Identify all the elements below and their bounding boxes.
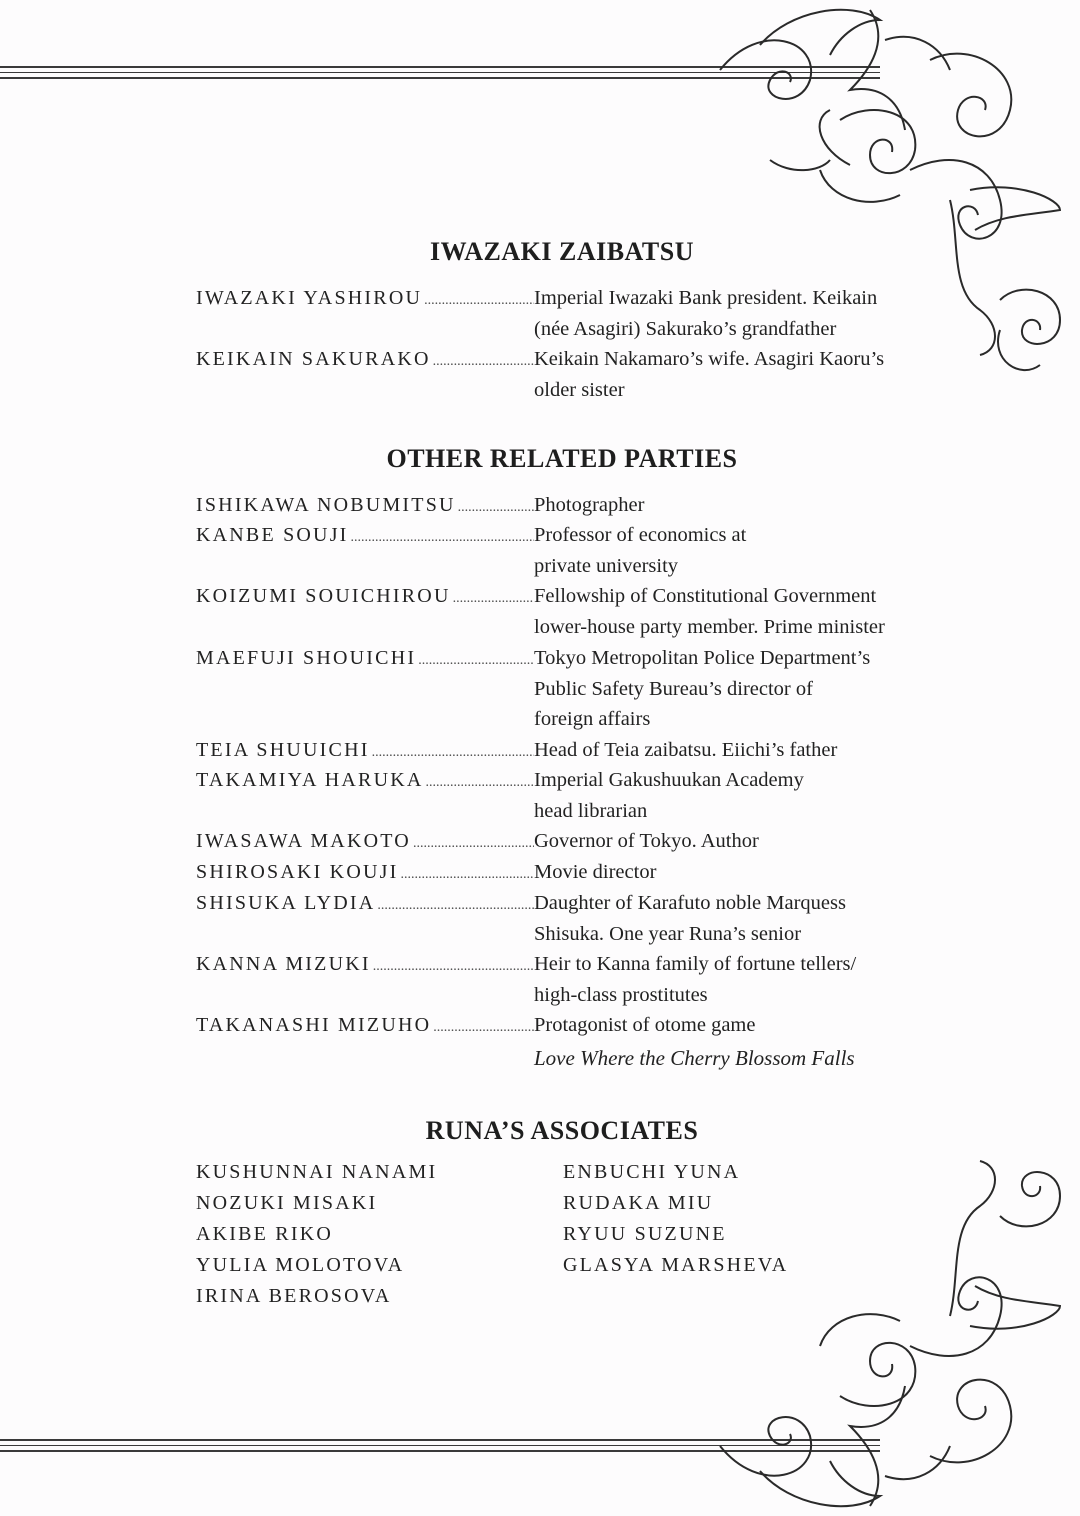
- list-item: [196, 1010, 934, 1041]
- character-name: IWASAWA MAKOTO .....: [196, 830, 534, 853]
- character-description: Protagonist of otome game: [534, 1014, 756, 1036]
- character-name: MAEFUJI SHOUICHI .....: [196, 647, 534, 670]
- list-item: [196, 826, 934, 857]
- section-title-other: OTHER RELATED PARTIES: [386, 444, 738, 473]
- associate-name: RUDAKA MIU: [563, 1192, 714, 1214]
- character-name: TEIA SHUUICHI .....: [196, 739, 534, 762]
- character-description: Fellowship of Constitutional Government lower-house party member. Prime minister: [534, 585, 885, 638]
- associate-name: RYUU SUZUNE: [563, 1223, 727, 1245]
- character-name: TAKAMIYA HARUKA .....: [196, 769, 534, 792]
- list-item: [196, 643, 934, 735]
- character-name: SHIROSAKI KOUJI .....: [196, 861, 534, 884]
- character-description: Photographer: [534, 494, 645, 516]
- section-title-iwazaki: IWAZAKI ZAIBATSU: [430, 237, 694, 266]
- list-item: [196, 735, 934, 766]
- character-name: TAKANASHI MIZUHO .....: [196, 1014, 534, 1037]
- game-title: Love Where the Cherry Blossom Falls: [534, 1046, 855, 1070]
- list-item: [196, 520, 934, 581]
- associate-name: IRINA BEROSOVA: [196, 1285, 392, 1307]
- character-description: Heir to Kanna family of fortune tellers/ high-class prostitutes: [534, 953, 857, 1006]
- associate-name: ENBUCHI YUNA: [563, 1161, 741, 1183]
- character-description: Professor of economics at private university: [534, 524, 747, 577]
- associate-name: YULIA MOLOTOVA: [196, 1254, 405, 1276]
- character-name: KANBE SOUJI .....: [196, 524, 534, 547]
- character-description: Daughter of Karafuto noble Marquess Shisuka. One year Runa’s senior: [534, 892, 846, 945]
- associate-name: KUSHUNNAI NANAMI: [196, 1161, 438, 1183]
- character-description: Movie director: [534, 861, 657, 883]
- character-description: Tokyo Metropolitan Police Department’s Public Safety Bureau’s director of foreign affairs: [534, 647, 871, 731]
- list-item: [196, 949, 934, 1010]
- character-name: KEIKAIN SAKURAKO .....: [196, 348, 534, 371]
- list-item: [196, 857, 934, 888]
- associate-name: NOZUKI MISAKI: [196, 1192, 378, 1214]
- character-name: ISHIKAWA NOBUMITSU .....: [196, 494, 534, 517]
- character-name: SHISUKA LYDIA .....: [196, 892, 534, 915]
- character-name: IWAZAKI YASHIROU .....: [196, 287, 534, 310]
- list-item: [196, 581, 944, 642]
- floral-ornament-bottom: [700, 1150, 1080, 1516]
- list-item: [196, 344, 934, 405]
- associate-name: GLASYA MARSHEVA: [563, 1254, 789, 1276]
- list-item: [196, 765, 934, 826]
- character-description: Keikain Nakamaro’s wife. Asagiri Kaoru’s older sister: [534, 348, 885, 401]
- character-name: KOIZUMI SOUICHIROU .....: [196, 585, 534, 608]
- list-item: [196, 888, 934, 949]
- list-item: [196, 283, 934, 344]
- character-description: Head of Teia zaibatsu. Eiichi’s father: [534, 739, 838, 761]
- list-item: [196, 490, 934, 521]
- associate-name: AKIBE RIKO: [196, 1223, 333, 1245]
- section-title-associates: RUNA’S ASSOCIATES: [425, 1116, 699, 1145]
- character-description: Imperial Gakushuukan Academy head librarian: [534, 769, 804, 822]
- character-description: Governor of Tokyo. Author: [534, 830, 759, 852]
- character-description: Imperial Iwazaki Bank president. Keikain (née Asagiri) Sakurako’s grandfather: [534, 287, 878, 340]
- character-name: KANNA MIZUKI .....: [196, 953, 534, 976]
